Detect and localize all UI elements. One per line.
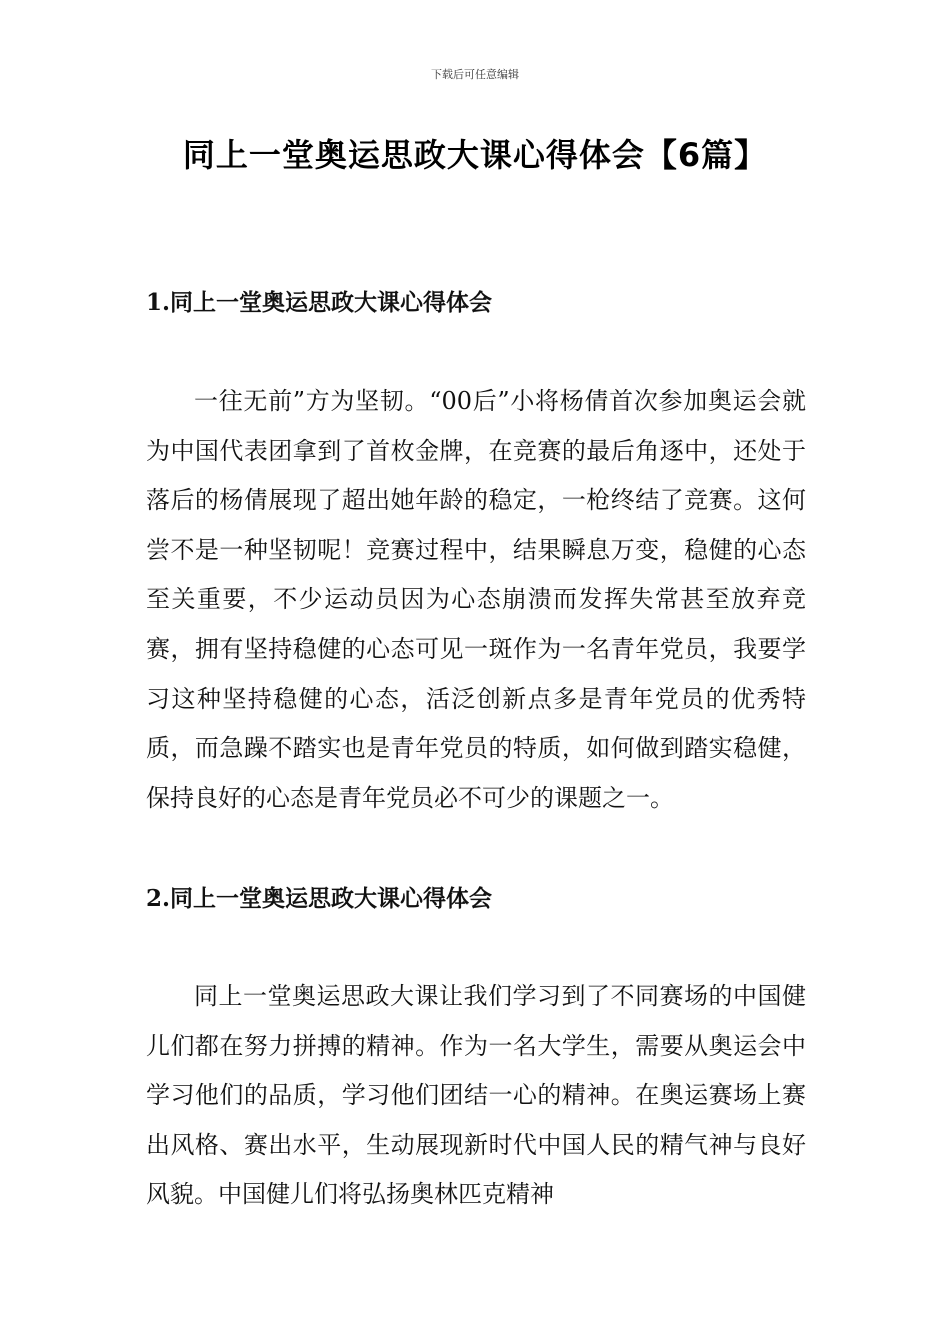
section-paragraph-2: 同上一堂奥运思政大课让我们学习到了不同赛场的中国健儿们都在努力拼搏的精神。作为一名大学生，需要从奥运会中学习他们的品质，学习他们团结一心的精神。在奥运赛场上赛出风格、赛出水平，生动展现新时代中国人民的精气神与良好风貌。中国健儿们将弘扬奥林匹克精神 [146,982,806,1209]
section-heading-2: 2.同上一堂奥运思政大课心得体会 [146,885,493,912]
section-paragraph-1: 一往无前”方为坚韧。“00后”小将杨倩首次参加奥运会就为中国代表团拿到了首枚金牌，在竞赛的最后角逐中，还处于落后的杨倩展现了超出她年龄的稳定，一枪终结了竞赛。这何尝不是一种坚韧呢！竞赛过程中，结果瞬息万变，稳健的心态至关重要，不少运动员因为心态崩溃而发挥失常甚至放弃竞赛，拥有坚持稳健的心态可见一斑作为一名青年党员，我要学习这种坚持稳健的心态，活泛创新点多是青年党员的优秀特质，而急躁不踏实也是青年党员的特质，如何做到踏实稳健，保持良好的心态是青年党员必不可少的课题之一。 [146,387,806,812]
header-note: 下载后可任意编辑 [431,68,519,81]
section-heading-1: 1.同上一堂奥运思政大课心得体会 [146,289,493,316]
document-title: 同上一堂奥运思政大课心得体会【6篇】 [182,136,768,174]
